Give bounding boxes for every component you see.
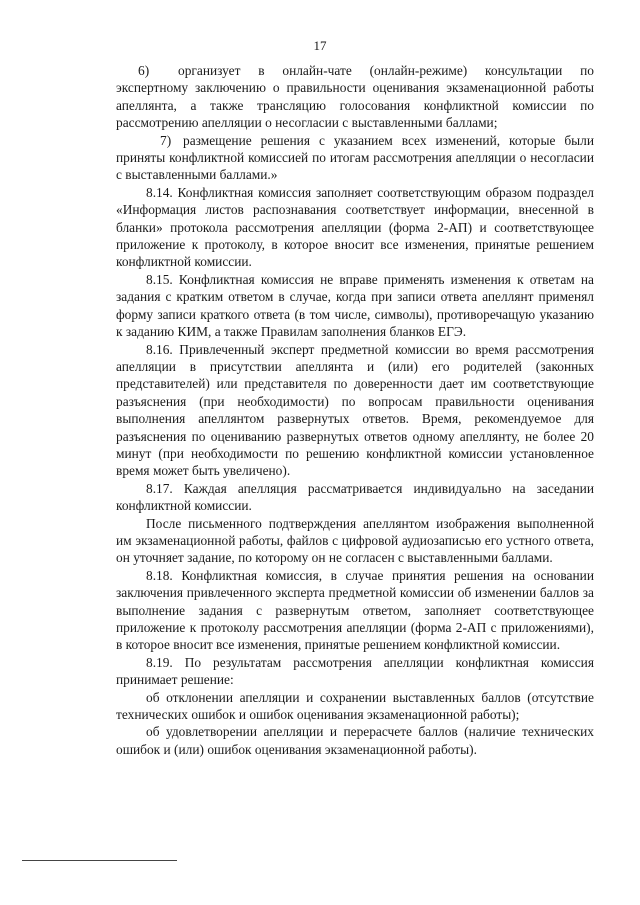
paragraph-8-14: 8.14. Конфликтная комиссия заполняет соответствующим образом подраздел «Информация листов распознавания соответствует информации, внесенной в бланки» протокола рассмотрения апелляции (форма 2-АП) и соответствующее приложение к протоколу, в которое вносит все изменения, принятые решением конфликтной комиссии.	[116, 184, 594, 270]
list-item-6-number: 6)	[138, 63, 150, 78]
paragraph-8-18: 8.18. Конфликтная комиссия, в случае принятия решения на основании заключения привлеченного эксперта предметной комиссии об изменении баллов за выполнение задания с развернутым ответом, заполняет соответствующее приложение к протоколу рассмотрения апелляции (форма 2-АП с приложениями), в которое вносит все изменения, принятые решением конфликтной комиссии.	[116, 567, 594, 653]
list-item-6-text: организует в онлайн-чате (онлайн-режиме) консультации по экспертному заключению о правильности оценивания экзаменационной работы апеллянта, а также трансляцию голосования конфликтной комиссии по рассмотрению апелляции о несогласии с выставленными баллами;	[116, 63, 594, 131]
list-item-7-text: размещение решения с указанием всех изменений, которые были приняты конфликтной комиссией по итогам рассмотрения апелляции о несогласии с выставленными баллами.»	[116, 132, 594, 183]
list-item-6	[116, 62, 594, 132]
document-body	[116, 62, 594, 758]
page-number: 17	[313, 38, 327, 53]
list-item-7-number: 7)	[160, 132, 172, 148]
decision-accept: об удовлетворении апелляции и перерасчете баллов (наличие технических ошибок и (или) ошибок оценивания экзаменационной работы).	[116, 724, 594, 757]
decision-reject: об отклонении апелляции и сохранении выставленных баллов (отсутствие технических ошибок и ошибок оценивания экзаменационной работы);	[116, 689, 594, 723]
paragraph-8-19: 8.19. По результатам рассмотрения апелляции конфликтная комиссия принимает решение:	[116, 654, 594, 688]
paragraph-8-17-continued: После письменного подтверждения апеллянтом изображения выполненной им экзаменационной работы, файлов с цифровой аудиозаписью его устного ответа, он уточняет задание, по которому он не согласен с выставленными баллами.	[116, 515, 594, 566]
paragraph-8-17: 8.17. Каждая апелляция рассматривается индивидуально на заседании конфликтной комиссии.	[116, 480, 594, 514]
list-item-7	[116, 132, 594, 184]
paragraph-8-15: 8.15. Конфликтная комиссия не вправе применять изменения к ответам на задания с кратким ответом в случае, когда при записи ответа апеллянт применял форму записи краткого ответа (в том числе, символы), противоречащую указанию к заданию КИМ, а также Правилам заполнения бланков ЕГЭ.	[116, 271, 594, 340]
paragraph-8-16: 8.16. Привлеченный эксперт предметной комиссии во время рассмотрения апелляции в присутствии апеллянта и (или) его родителей (законных представителей) или представителя по доверенности дает им соответствующие разъяснения (при необходимости) по вопросам правильности оценивания выполнения апеллянтом развернутых ответов. Время, рекомендуемое для разъяснения по оцениванию развернутых ответов одному апеллянту, не более 20 минут (при необходимости по решению конфликтной комиссии установленное время может быть увеличено).	[116, 341, 594, 479]
footnote-divider	[22, 860, 177, 861]
